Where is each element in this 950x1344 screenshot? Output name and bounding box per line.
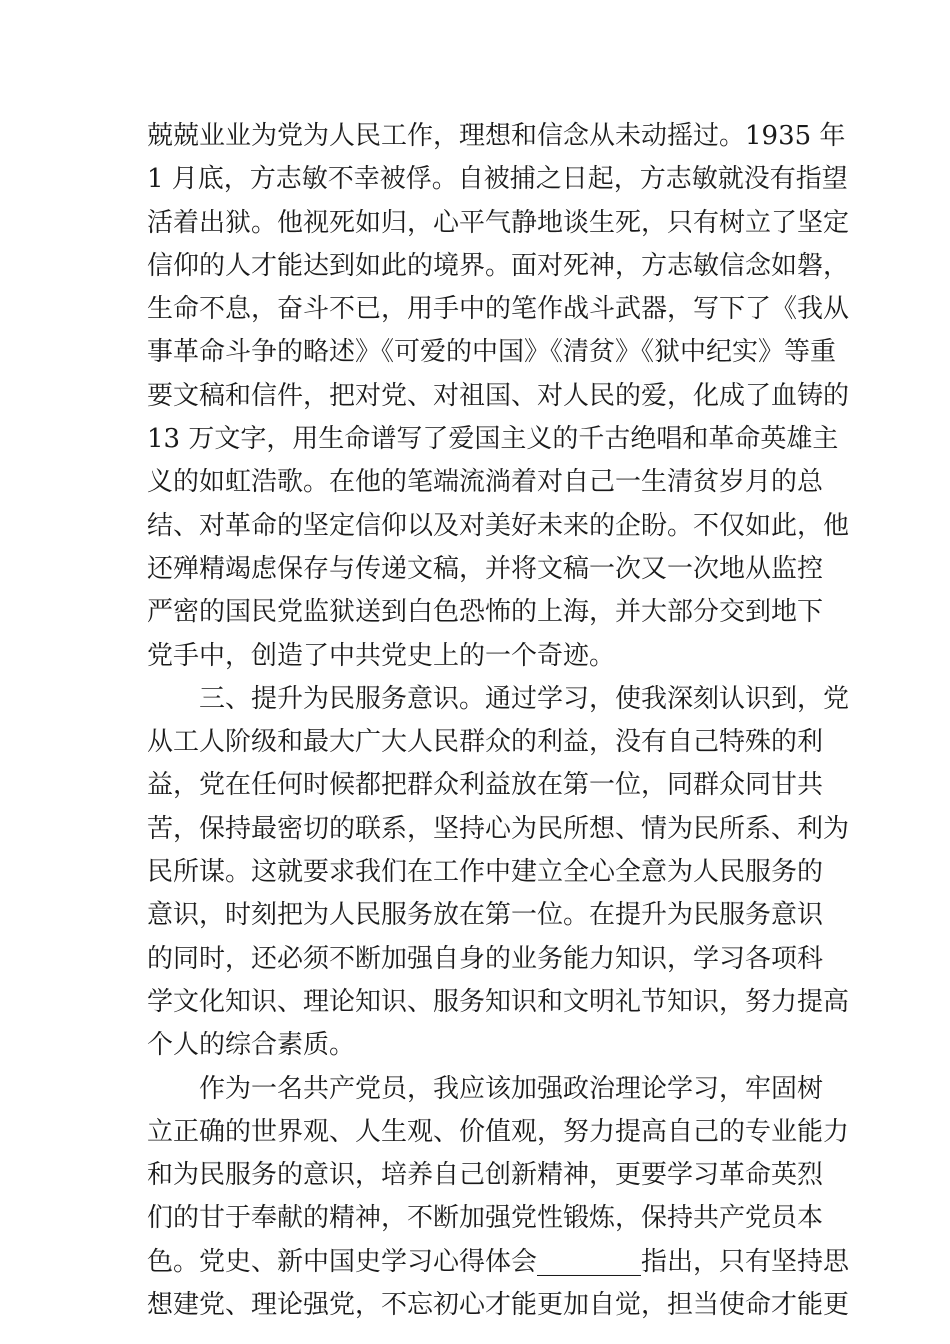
text-line: 立正确的世界观、人生观、价值观，努力提高自己的专业能力 bbox=[147, 1116, 850, 1147]
text-line: 们的甘于奉献的精神，不断加强党性锻炼，保持共产党员本 bbox=[147, 1203, 824, 1234]
text-line: 党手中，创造了中共党史上的一个奇迹。 bbox=[147, 640, 616, 671]
text-line: 义的如虹浩歌。在他的笔端流淌着对自己一生清贫岁月的总 bbox=[147, 467, 824, 498]
document-body bbox=[147, 115, 850, 1327]
text-line: 信仰的人才能达到如此的境界。面对死神，方志敏信念如磐， bbox=[147, 250, 850, 281]
text-line: 从工人阶级和最大广大人民群众的利益，没有自己特殊的利 bbox=[147, 727, 824, 758]
text-line: 意识，时刻把为人民服务放在第一位。在提升为民服务意识 bbox=[147, 900, 824, 931]
text-line: 民所谋。这就要求我们在工作中建立全心全意为人民服务的 bbox=[147, 857, 824, 888]
text-line: 的同时，还必须不断加强自身的业务能力知识，学习各项科 bbox=[147, 943, 824, 974]
text-line: 结、对革命的坚定信仰以及对美好未来的企盼。不仅如此，他 bbox=[147, 510, 850, 541]
text-line: 苦，保持最密切的联系，坚持心为民所想、情为民所系、利为 bbox=[147, 813, 850, 844]
paragraph-fang-zhimin bbox=[147, 115, 850, 678]
text-line: 还殚精竭虑保存与传递文稿，并将文稿一次又一次地从监控 bbox=[147, 553, 824, 584]
text-line: 学文化知识、理论知识、服务知识和文明礼节知识，努力提高 bbox=[147, 986, 850, 1017]
text-line: 生命不息，奋斗不已，用手中的笔作战斗武器，写下了《我从 bbox=[147, 294, 850, 325]
text-line: 兢兢业业为党为人民工作，理想和信念从未动摇过。1935 年 bbox=[147, 121, 846, 151]
text-line: 想建党、理论强党，不忘初心才能更加自觉，担当使命才能更 bbox=[147, 1290, 850, 1321]
text-line: 事革命斗争的略述》《可爱的中国》《清贫》《狱中纪实》等重 bbox=[147, 337, 837, 368]
text-line: 和为民服务的意识，培养自己创新精神，更要学习革命英烈 bbox=[147, 1160, 824, 1191]
paragraph-service-awareness bbox=[147, 678, 850, 1068]
text-line: 要文稿和信件，把对党、对祖国、对人民的爱，化成了血铸的 bbox=[147, 380, 850, 411]
text-line: 13 万文字，用生命谱写了爱国主义的千古绝唱和革命英雄主 bbox=[147, 424, 839, 455]
text-line: 色。党史、新中国史学习心得体会________指出，只有坚持思 bbox=[147, 1246, 850, 1277]
text-line: 三、提升为民服务意识。通过学习，使我深刻认识到，党 bbox=[199, 683, 850, 714]
text-line: 1 月底，方志敏不幸被俘。自被捕之日起，方志敏就没有指望 bbox=[147, 164, 848, 195]
text-line: 作为一名共产党员，我应该加强政治理论学习，牢固树 bbox=[199, 1073, 824, 1104]
paragraph-party-member bbox=[147, 1068, 850, 1328]
text-line: 个人的综合素质。 bbox=[147, 1030, 356, 1061]
text-line: 严密的国民党监狱送到白色恐怖的上海，并大部分交到地下 bbox=[147, 597, 824, 628]
text-line: 活着出狱。他视死如归，心平气静地谈生死，只有树立了坚定 bbox=[147, 207, 850, 238]
text-line: 益，党在任何时候都把群众利益放在第一位，同群众同甘共 bbox=[147, 770, 824, 801]
